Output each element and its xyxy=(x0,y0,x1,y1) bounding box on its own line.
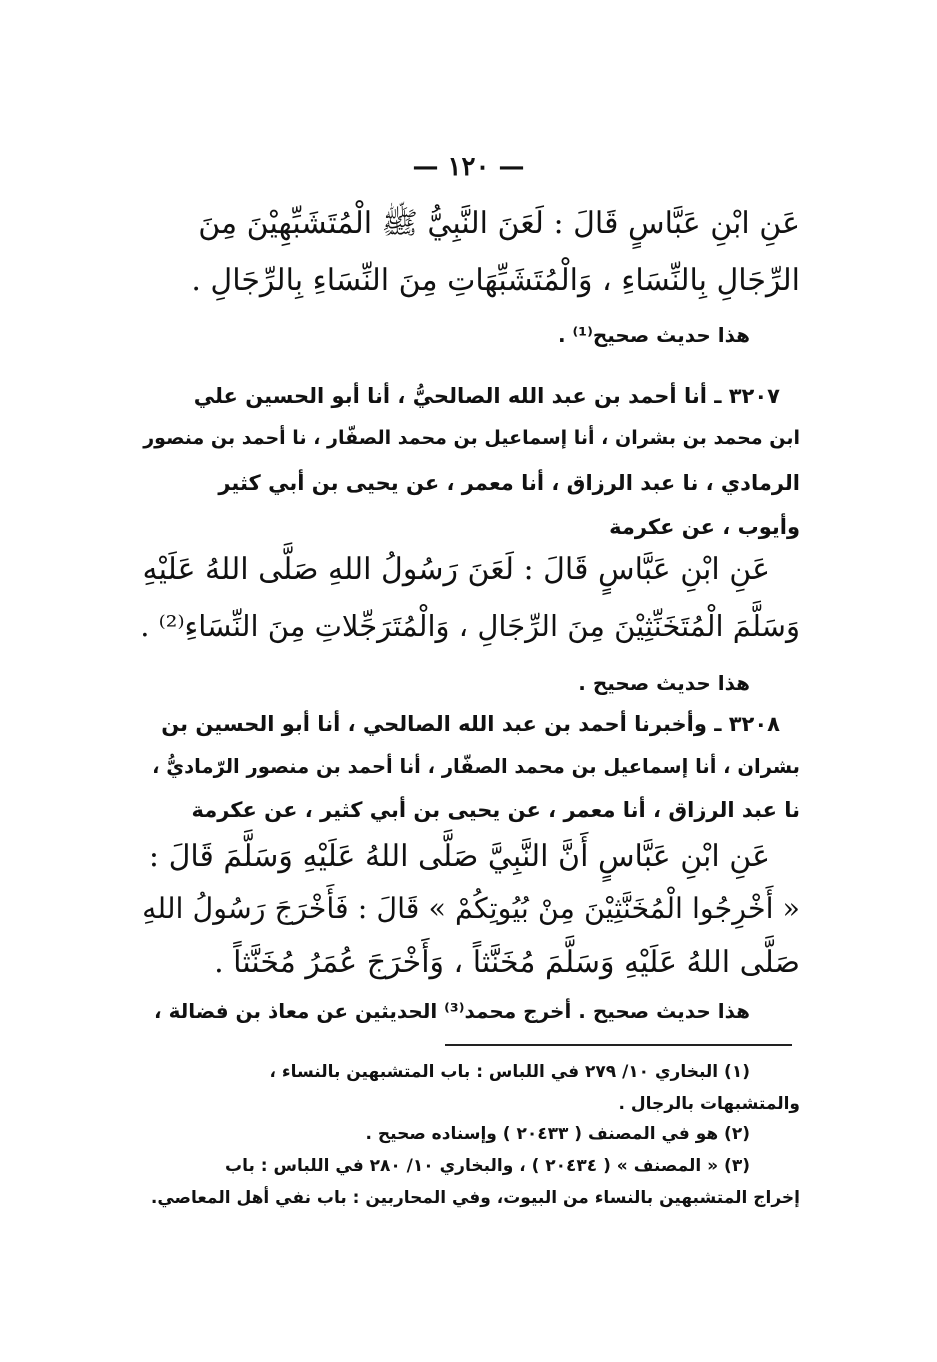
hadith-3208-grade: هذا حديث صحيح . أخرج محمد⁽³⁾ الحديثين عن معاذ بن فضالة ، xyxy=(154,999,750,1023)
hadith-3207-isnad-line-4: وأيوب ، عن عكرمة xyxy=(609,515,800,539)
hadith-3208-isnad-line-3: نا عبد الرزاق ، أنا معمر ، عن يحيى بن أبي كثير ، عن عكرمة xyxy=(191,798,800,822)
hadith-3208-matn-line-1: عَنِ ابْنِ عَبَّاسٍ أَنَّ النَّبِيَّ صَلَّى اللهُ عَلَيْهِ وَسَلَّمَ قَالَ : xyxy=(148,839,770,874)
footnote-2: (٢) هو في المصنف ( ٢٠٤٣٣ ) وإسناده صحيح . xyxy=(365,1124,750,1144)
hadith-1-grade: هذا حديث صحيح⁽¹⁾ . xyxy=(557,323,750,347)
hadith-3208 xyxy=(140,712,800,1032)
footnote-3-line-2: إخراج المتشبهين بالنساء من البيوت، وفي المحاربين : باب نفي أهل المعاصي. xyxy=(150,1188,800,1208)
footnote-divider xyxy=(445,1044,792,1046)
hadith-3207-isnad-line-2: ابن محمد بن بشران ، أنا إسماعيل بن محمد الصفّار ، نا أحمد بن منصور xyxy=(143,427,800,449)
hadith-1-line-1: عَنِ ابْنِ عَبَّاسٍ قَالَ : لَعَنَ النَّبِيُّ ﷺ الْمُتَشَبِّهِيْنَ مِنَ xyxy=(198,206,800,241)
hadith-3208-isnad-line-1: ٣٢٠٨ ـ وأخبرنا أحمد بن عبد الله الصالحي ، أنا أبو الحسين بن xyxy=(161,712,780,736)
hadith-3207-matn-line-1: عَنِ ابْنِ عَبَّاسٍ قَالَ : لَعَنَ رَسُولُ اللهِ صَلَّى اللهُ عَلَيْهِ xyxy=(142,552,770,587)
footnote-3-line-1: (٣) « المصنف » ( ٢٠٤٣٤ ) ، والبخاري ١٠/ ٢٨٠ في اللباس : باب xyxy=(225,1156,750,1176)
hadith-1 xyxy=(140,205,800,365)
hadith-3207-matn-line-2: وَسَلَّمَ الْمُتَخَنِّثِيْنَ مِنَ الرِّجَالِ ، وَالْمُتَرَجِّلاتِ مِنَ النِّسَاءِ⁽²⁾ . xyxy=(140,609,800,643)
footnote-1-line-1: (١) البخاري ١٠/ ٢٧٩ في اللباس : باب المتشبهين بالنساء ، xyxy=(269,1062,750,1082)
hadith-3207-isnad-line-3: الرمادي ، نا عبد الرزاق ، أنا معمر ، عن يحيى بن أبي كثير xyxy=(218,471,800,495)
hadith-3208-matn-line-3: صَلَّى اللهُ عَلَيْهِ وَسَلَّمَ مُخَنَّثاً ، وَأَخْرَجَ عُمَرُ مُخَنَّثاً . xyxy=(214,945,800,980)
hadith-3207-grade: هذا حديث صحيح . xyxy=(578,671,750,695)
footnote-1-line-2: والمتشبهات بالرجال . xyxy=(618,1094,800,1114)
hadith-3208-isnad-line-2: بشران ، أنا إسماعيل بن محمد الصفّار ، أنا أحمد بن منصور الرّماديُّ ، xyxy=(152,755,800,778)
footnotes xyxy=(140,1062,800,1222)
hadith-3207-isnad-line-1: ٣٢٠٧ ـ أنا أحمد بن عبد الله الصالحيُّ ، أنا أبو الحسين علي xyxy=(193,384,780,408)
hadith-3208-matn-line-2: « أَخْرِجُوا الْمُخَنَّثِيْنَ مِنْ بُيُوتِكُمْ » قَالَ : فَأَخْرَجَ رَسُولُ اللهِ xyxy=(142,892,800,925)
hadith-3207 xyxy=(140,384,800,694)
hadith-1-line-2: الرِّجَالِ بِالنِّسَاءِ ، وَالْمُتَشَبِّهَاتِ مِنَ النِّسَاءِ بِالرِّجَالِ . xyxy=(191,263,800,298)
page-number: — ١٢٠ — xyxy=(412,152,525,182)
